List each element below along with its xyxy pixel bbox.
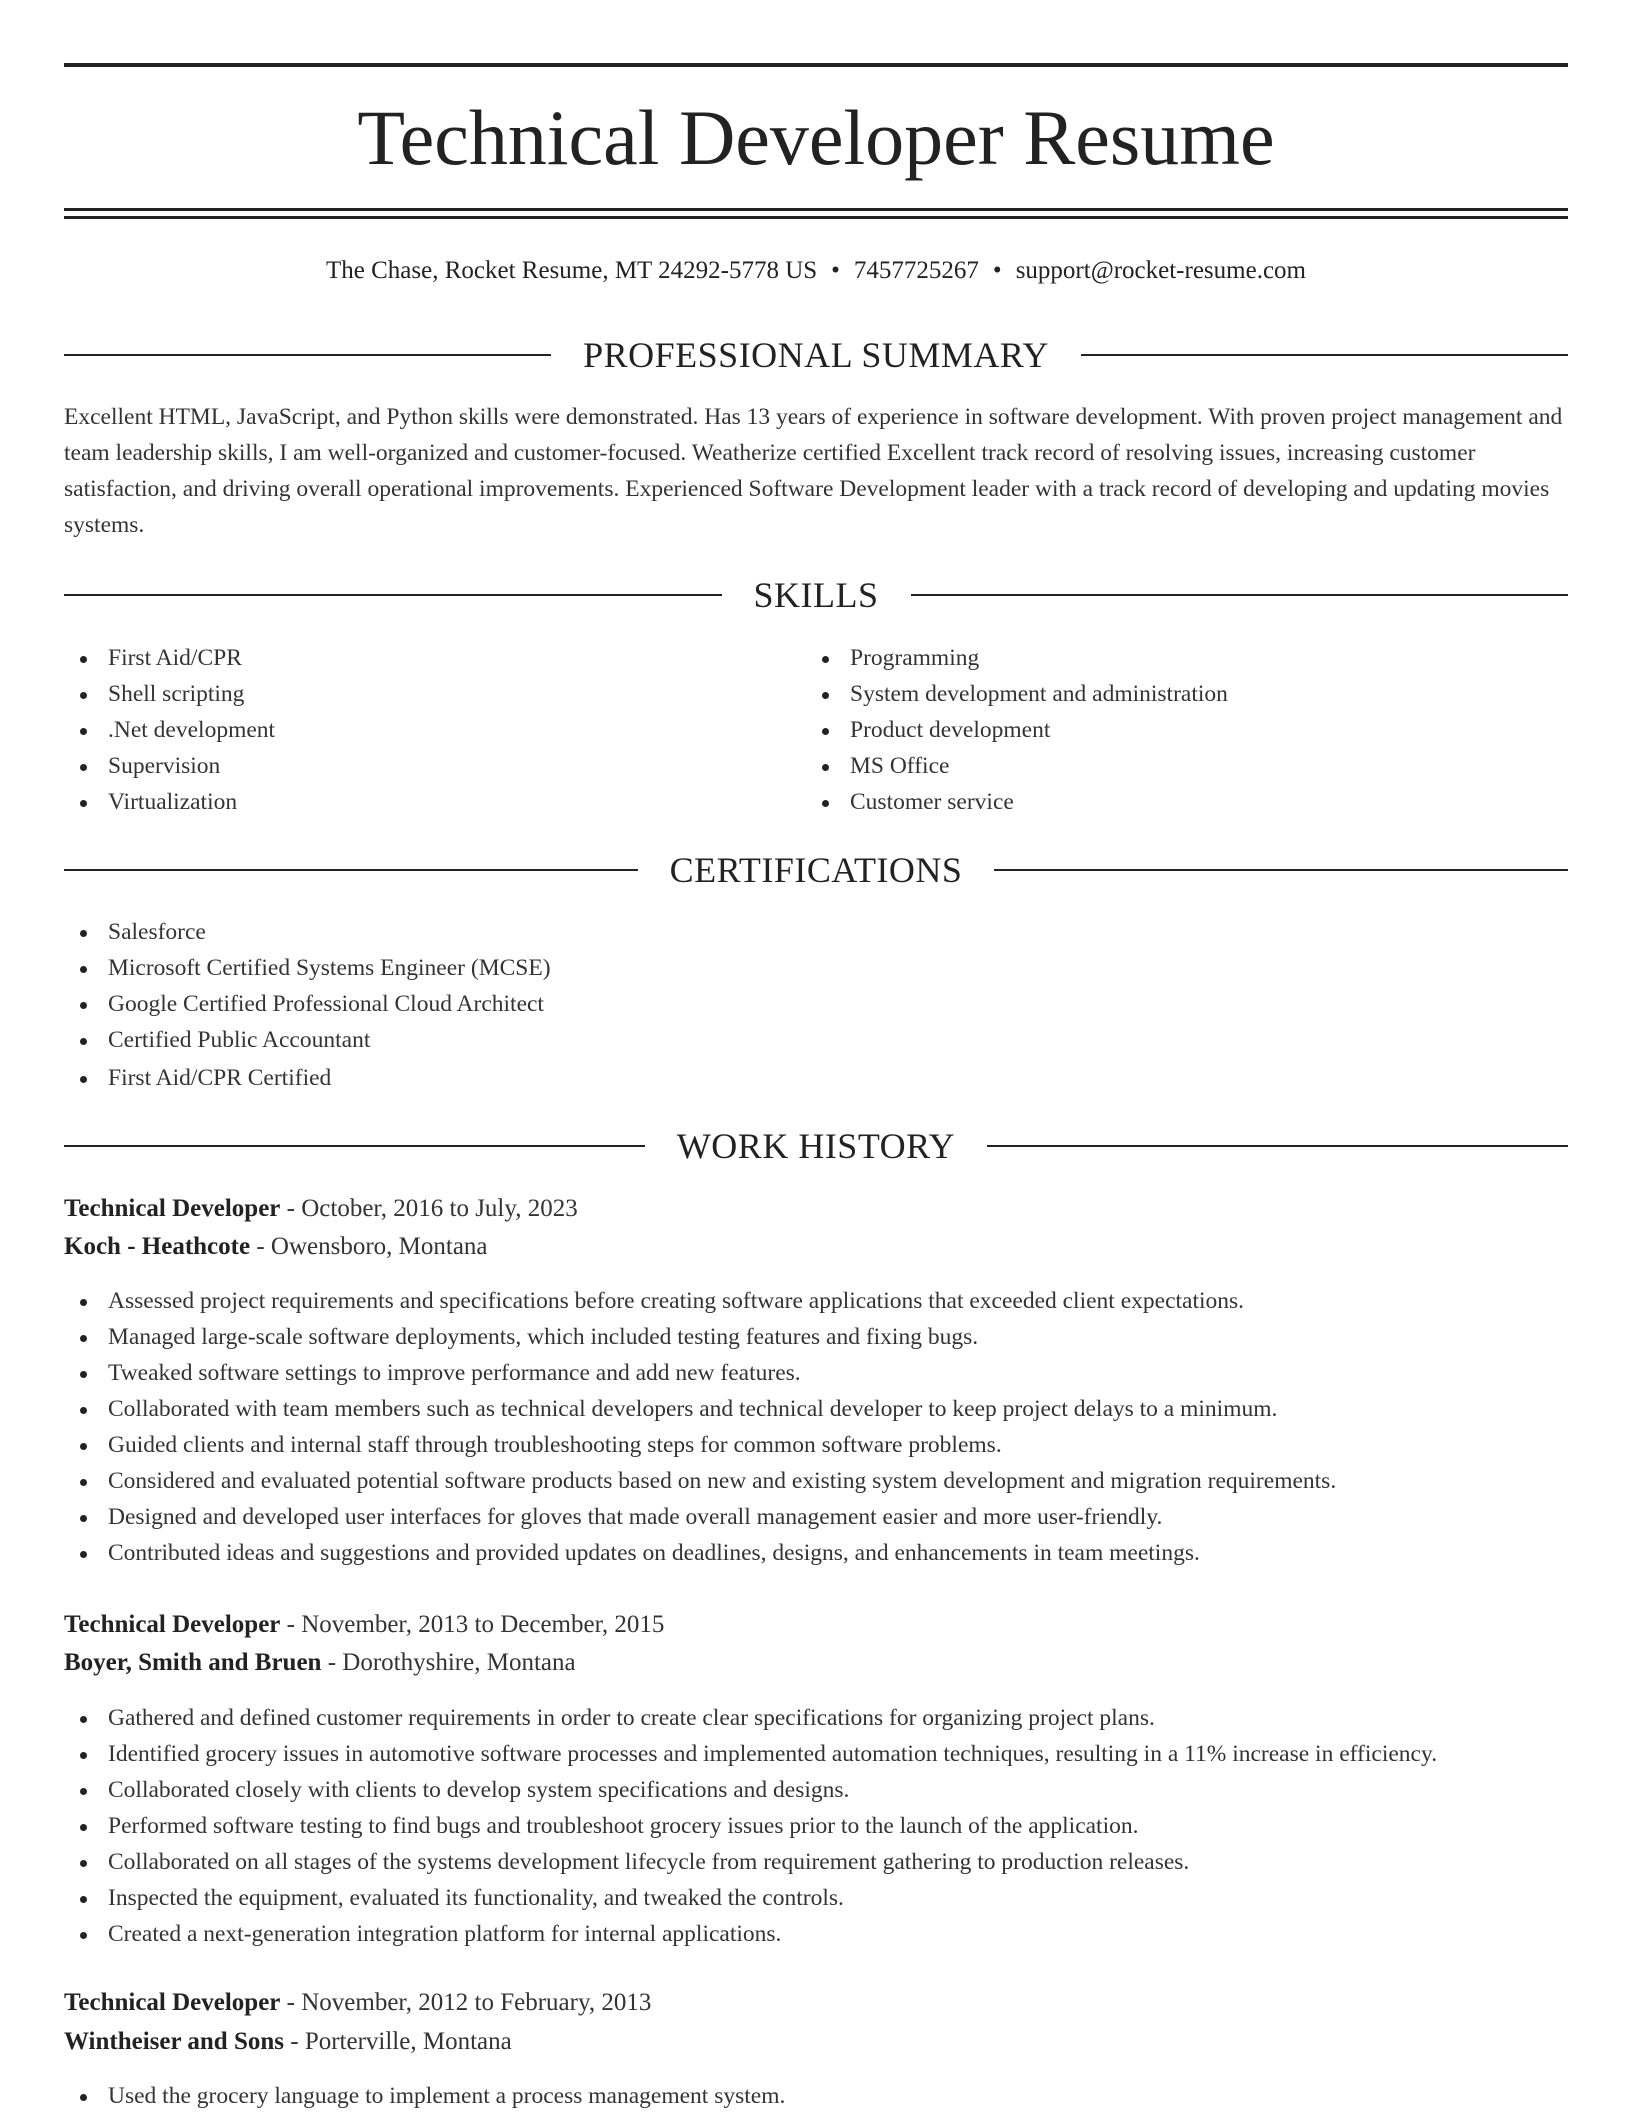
job-bullet: Collaborated with team members such as technical developers and technical developer to keep project delays to a minimum. [64, 1391, 1336, 1427]
job-bullet: Used the grocery language to implement a process management system. [64, 2078, 785, 2114]
job-bullets [64, 1283, 1336, 1571]
contact-line [64, 254, 1568, 288]
job-title-line: Technical Developer - November, 2012 to February, 2013 [64, 1989, 652, 2016]
job-company: Wintheiser and Sons [64, 2028, 284, 2055]
section-heading-summary [64, 333, 1568, 377]
section-heading-skills [64, 573, 1568, 617]
heading-rule-right [994, 869, 1568, 871]
skills-list-right [806, 640, 1228, 820]
job-company: Boyer, Smith and Bruen [64, 1649, 322, 1676]
section-heading-work-history [64, 1124, 1568, 1168]
job-dates: November, 2013 to December, 2015 [301, 1611, 665, 1638]
job-bullet: Assessed project requirements and specifications before creating software applications that exceeded client expectations. [64, 1283, 1336, 1319]
job-company-line: Boyer, Smith and Bruen - Dorothyshire, Montana [64, 1649, 576, 1676]
certification-item: Certified Public Accountant [64, 1022, 551, 1058]
heading-rule-left [64, 354, 551, 356]
header-top-rule [64, 63, 1568, 67]
certification-item: Google Certified Professional Cloud Architect [64, 986, 551, 1022]
job-company: Koch - Heathcote [64, 1233, 251, 1260]
job-location: Porterville, Montana [304, 2028, 512, 2055]
job-title: Technical Developer [64, 1611, 281, 1638]
job-bullets [64, 2078, 785, 2114]
header-bottom-rule-second [64, 216, 1568, 219]
job-company-line: Wintheiser and Sons - Porterville, Montana [64, 2028, 512, 2055]
heading-rule-right [987, 1145, 1568, 1147]
job-title: Technical Developer [64, 1989, 281, 2016]
skill-item: MS Office [806, 748, 1228, 784]
job-bullet: Collaborated closely with clients to develop system specifications and designs. [64, 1772, 1437, 1808]
job-bullet: Tweaked software settings to improve performance and add new features. [64, 1355, 1336, 1391]
heading-rule-left [64, 869, 638, 871]
contact-address: The Chase, Rocket Resume, MT 24292-5778 US [326, 257, 818, 284]
heading-rule-right [911, 594, 1569, 596]
job-bullet: Inspected the equipment, evaluated its functionality, and tweaked the controls. [64, 1880, 1437, 1916]
heading-rule-left [64, 1145, 645, 1147]
skill-item: Virtualization [64, 784, 275, 820]
job-bullet: Created a next-generation integration platform for internal applications. [64, 1916, 1437, 1952]
certification-item: Salesforce [64, 914, 551, 950]
job-bullet: Gathered and defined customer requirements in order to create clear specifications for organizing project plans. [64, 1700, 1437, 1736]
header-bottom-rule [64, 208, 1568, 211]
skills-list-left [64, 640, 275, 820]
section-heading-certifications [64, 848, 1568, 892]
certification-item: First Aid/CPR Certified [64, 1060, 551, 1096]
contact-separator: • [831, 257, 840, 284]
contact-email: support@rocket-resume.com [1015, 257, 1306, 284]
job-location: Owensboro, Montana [270, 1233, 488, 1260]
contact-phone: 7457725267 [853, 257, 979, 284]
job-bullet: Identified grocery issues in automotive software processes and implemented automation techniques, resulting in a 11% increase in efficiency. [64, 1736, 1437, 1772]
section-heading-label: CERTIFICATIONS [669, 850, 963, 890]
section-heading-label: SKILLS [753, 575, 879, 615]
skill-item: Customer service [806, 784, 1228, 820]
job-dates: October, 2016 to July, 2023 [301, 1195, 578, 1222]
certification-item: Microsoft Certified Systems Engineer (MCSE) [64, 950, 551, 986]
skill-item: System development and administration [806, 676, 1228, 712]
job-title-line: Technical Developer - November, 2013 to December, 2015 [64, 1611, 665, 1638]
contact-separator: • [992, 257, 1002, 284]
section-heading-label: WORK HISTORY [676, 1126, 956, 1166]
job-bullet: Contributed ideas and suggestions and provided updates on deadlines, designs, and enhancements in team meetings. [64, 1535, 1336, 1571]
heading-rule-right [1081, 354, 1568, 356]
job-bullet: Considered and evaluated potential software products based on new and existing system development and migration requirements. [64, 1463, 1336, 1499]
job-title: Technical Developer [64, 1195, 281, 1222]
heading-rule-left [64, 594, 722, 596]
page-title: Technical Developer Resume [357, 94, 1275, 181]
skill-item: First Aid/CPR [64, 640, 275, 676]
job-bullet: Collaborated on all stages of the systems development lifecycle from requirement gathering to production releases. [64, 1844, 1437, 1880]
skill-item: Product development [806, 712, 1228, 748]
job-dates: November, 2012 to February, 2013 [301, 1989, 652, 2016]
job-bullet: Designed and developed user interfaces for gloves that made overall management easier and more user-friendly. [64, 1499, 1336, 1535]
skill-item: Programming [806, 640, 1228, 676]
skill-item: Shell scripting [64, 676, 275, 712]
skill-item: Supervision [64, 748, 275, 784]
job-title-line: Technical Developer - October, 2016 to July, 2023 [64, 1195, 578, 1222]
skill-item: .Net development [64, 712, 275, 748]
section-heading-label: PROFESSIONAL SUMMARY [583, 335, 1049, 375]
job-bullets [64, 1700, 1437, 1952]
summary-paragraph: Excellent HTML, JavaScript, and Python skills were demonstrated. Has 13 years of experience in software development. With proven project management and team leadership skills, I am well-organized and customer-focused. Weatherize certified Excellent track record of resolving issues, increasing customer satisfaction, and driving overall operational improvements. Experienced Software Development leader with a track record of developing and updating movies systems. [64, 404, 1563, 538]
job-bullet: Guided clients and internal staff through troubleshooting steps for common software problems. [64, 1427, 1336, 1463]
job-company-line: Koch - Heathcote - Owensboro, Montana [64, 1233, 488, 1260]
job-bullet: Performed software testing to find bugs and troubleshoot grocery issues prior to the launch of the application. [64, 1808, 1437, 1844]
job-bullet: Managed large-scale software deployments, which included testing features and fixing bugs. [64, 1319, 1336, 1355]
certifications-list [64, 914, 551, 1096]
job-location: Dorothyshire, Montana [342, 1649, 576, 1676]
